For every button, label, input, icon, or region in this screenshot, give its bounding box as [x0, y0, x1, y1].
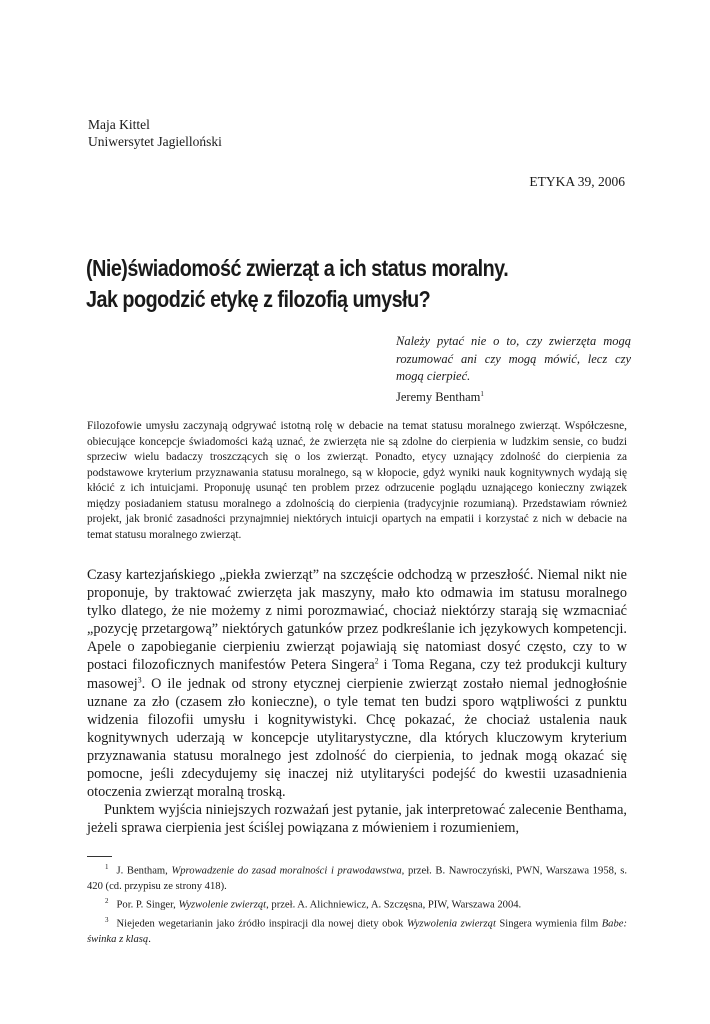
epigraph	[396, 333, 631, 406]
footnote-film-title: Babe: świnka z klasą	[87, 918, 627, 945]
title-line-2: Jak pogodzić etykę z filozofią umysłu?	[86, 286, 431, 312]
journal-reference: ETYKA 39, 2006	[529, 174, 625, 189]
footnote-divider	[87, 856, 112, 857]
footnote-title: Wyzwolenie zwierząt	[178, 899, 267, 911]
footnote-3	[87, 913, 627, 947]
footnote-1	[87, 860, 627, 894]
author-affiliation: Uniwersytet Jagielloński	[88, 134, 222, 149]
footnotes	[87, 860, 627, 947]
footnote-number: 1	[105, 863, 109, 871]
footnote-number: 2	[105, 897, 109, 906]
footnote-text: Singera wymienia film	[495, 918, 602, 930]
footnote-text: przeł. B. Nawroczyński, PWN, Warszawa 1958, s. 420 (cd. przypisu ze strony 418).	[87, 865, 628, 892]
footnote-text: J. Bentham,	[116, 865, 172, 877]
title-line-1: (Nie)świadomość zwierząt a ich status moralny.	[86, 255, 509, 281]
body-paragraph-2: Punktem wyjścia niniejszych rozważań jest pytanie, jak interpretować zalecenie Benthama, jeżeli sprawa cierpienia jest ściślej powiązana z mówieniem i rozumieniem,	[87, 802, 627, 837]
epigraph-author-name: Jeremy Bentham	[396, 389, 481, 404]
footnote-text: .	[148, 933, 151, 945]
footnote-title: Wprowadzenie do zasad moralności i prawodawstwa,	[171, 865, 405, 877]
abstract: Filozofowie umysłu zaczynają odgrywać istotną rolę w debacie na temat statusu moralnego zwierząt. Współczesne, obiecujące koncepcje świadomości każą uznać, że zwierzęta nie są zdolne do cierpienia w ludzkim sensie, co budzi sprzeciw wielu badaczy troszczących się o los zwierząt. Ponadto, etycy uznający zdolność do cierpienia za podstawowe kryterium przyznawania statusu moralnego, są w kłopocie, gdyż wyniki nauk kognitywnych wydają się kłócić z ich intuicjami. Proponuję usunąć ten problem przez odrzucenie poglądu uznającego konieczny związek między posiadaniem statusu moralnego a zdolnością do cierpienia (tradycyjnie rozumianą). Przedstawiam również projekt, jak bronić zasadności przynajmniej niektórych intuicji opartych na empatii i korzystać z nich w debacie na temat statusu moralnego zwierząt.	[87, 420, 627, 541]
author-name: Maja Kittel	[88, 117, 150, 132]
epigraph-quote: Należy pytać nie o to, czy zwierzęta mogą rozumować ani czy mogą mówić, lecz czy mogą cierpieć.	[396, 334, 631, 383]
author-block	[88, 116, 222, 150]
paragraph-1-part-b: i Toma Regana, czy też produkcji kultury masowej	[87, 657, 627, 692]
footnote-ref-2: 2	[374, 656, 379, 666]
footnote-number: 3	[105, 915, 109, 924]
paragraph-1-part-a: Czasy kartezjańskiego „piekła zwierząt” na szczęście odchodzą w przeszłość. Niemal nikt nie proponuje, by traktować zwierzęta jak maszyny, mało kto odmawia im statusu moralnego tylko dlatego, że nie możemy z nimi porozmawiać, chociaż niektórzy starają się wzmacniać „pozycję przetargową” niektórych gatunków przez podkreślanie ich językowych kompetencji. Apele o zapobieganie cierpieniu zwierząt pojawiają się natomiast dosyć często, czy to w postaci filozoficznych manifestów Petera Singera	[87, 567, 627, 674]
footnote-text: Niejeden wegetarianin jako źródło inspiracji dla nowej diety obok	[116, 918, 407, 930]
footnote-2	[87, 894, 627, 913]
epigraph-author	[396, 386, 631, 407]
body-paragraph-1	[87, 566, 627, 801]
footnote-ref-1: 1	[480, 389, 484, 398]
footnote-text: Por. P. Singer,	[116, 899, 179, 911]
paragraph-1-part-c: . O ile jednak od strony etycznej cierpienie zwierząt zostało niemal jednogłośnie uznane za zło (czasem zło konieczne), o tyle temat ten budzi sporo wątpliwości z punktu widzenia filozofii umysłu i kognitywistyki. Chcę pokazać, że chociaż ustalenia nauk kognitywnych uderzają w koncepcje utylitarystyczne, dla których kluczowym kryterium przyznawania statusu moralnego jest zdolność do cierpienia, to jednak mogą okazać się pomocne, jeśli zdecydujemy się inaczej niż utylitaryści podejść do kwestii uzasadnienia otoczenia zwierząt moralną troską.	[87, 675, 627, 801]
article-body	[87, 566, 627, 837]
footnote-ref-3: 3	[137, 674, 142, 684]
footnote-text: , przeł. A. Alichniewicz, A. Szczęsna, PIW, Warszawa 2004.	[266, 899, 522, 911]
footnote-title: Wyzwolenia zwierząt	[406, 918, 496, 930]
article-title	[86, 253, 568, 315]
